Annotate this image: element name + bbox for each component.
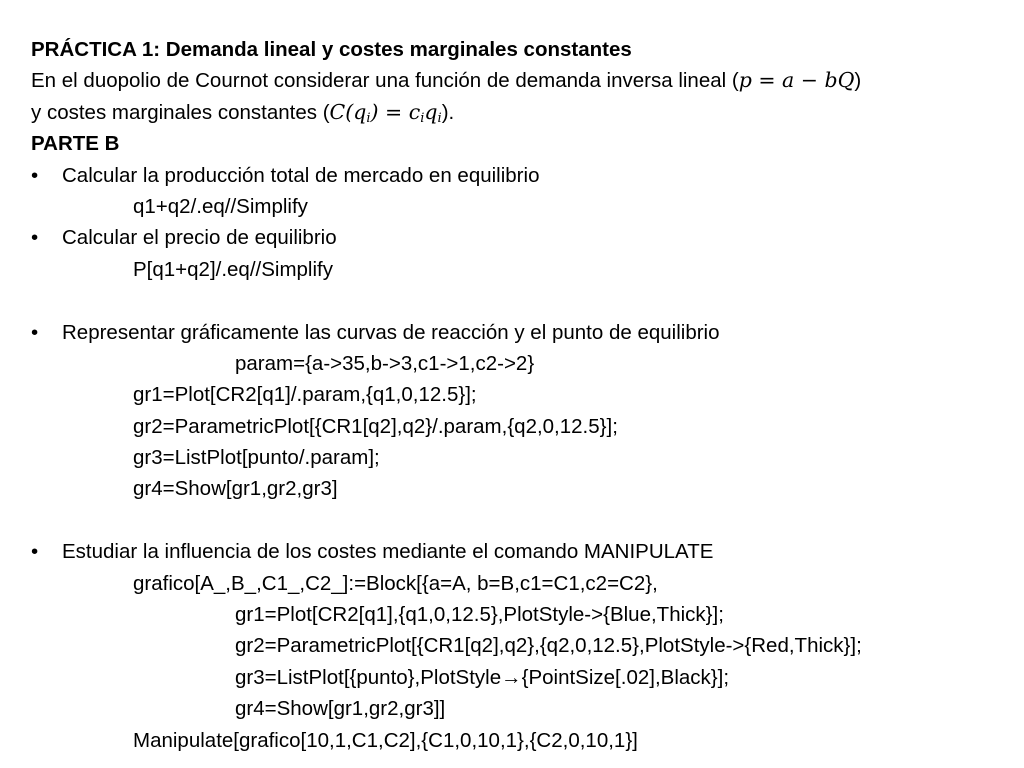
bullet-icon: • (31, 163, 39, 187)
cost-formula-q: q (424, 99, 438, 124)
bullet-item-1 (31, 160, 1024, 191)
code-line: P[q1+q2]/.eq//Simplify (133, 257, 333, 281)
cost-formula-sub-2: i (420, 110, 425, 126)
block-definition-line: grafico[A_,B_,C1_,C2_]:=Block[{a=A, b=B,c1=C1,c2=C2}, (133, 571, 658, 595)
cost-formula-sub-3: i (437, 110, 442, 126)
bullet-text: Calcular la producción total de mercado en equilibrio (62, 163, 540, 187)
demand-formula: p = a − bQ (738, 68, 855, 93)
intro-paren-close: ) (854, 69, 862, 93)
manipulate-line: Manipulate[grafico[10,1,C1,C2],{C1,0,10,1},{C2,0,10,1}] (133, 728, 638, 752)
code-line: gr1=Plot[CR2[q1],{q1,0,12.5},PlotStyle->{Blue,Thick}]; (235, 603, 724, 627)
bullet-text: Calcular el precio de equilibrio (62, 226, 337, 250)
code-line: gr2=ParametricPlot[{CR1[q2],q2},{q2,0,12.5},PlotStyle->{Red,Thick}]; (235, 634, 862, 658)
cost-formula-sub-1: i (366, 110, 371, 126)
bullet-icon: • (31, 226, 39, 250)
bullet-item-3 (31, 317, 1024, 348)
code-line: gr4=Show[gr1,gr2,gr3]] (235, 697, 446, 721)
spacer (31, 285, 1024, 316)
cost-formula (330, 100, 442, 124)
intro-text-2: y costes marginales constantes ( (31, 100, 330, 124)
code-line: gr2=ParametricPlot[{CR1[q2],q2}/.param,{q2,0,12.5}]; (133, 414, 618, 438)
bullet-text: Representar gráficamente las curvas de reacción y el punto de equilibrio (62, 320, 720, 344)
bullet-icon: • (31, 540, 39, 564)
slide-title: PRÁCTICA 1: Demanda lineal y costes marginales constantes (31, 38, 632, 61)
param-line: param={a->35,b->3,c1->1,c2->2} (235, 351, 535, 375)
cost-formula-mid: ) = c (370, 99, 421, 124)
spacer (31, 505, 1024, 536)
code-line: gr3=ListPlot[{punto},PlotStyle→{PointSize[.02],Black}]; (235, 665, 730, 689)
cost-formula-c: C(q (329, 99, 367, 124)
bullet-text: Estudiar la influencia de los costes mediante el comando MANIPULATE (62, 540, 714, 564)
bullet-item-2 (31, 222, 1024, 253)
code-line: gr3=ListPlot[punto/.param]; (133, 446, 380, 470)
bullet-item-4 (31, 536, 1024, 567)
code-line: gr4=Show[gr1,gr2,gr3] (133, 477, 338, 501)
part-label: PARTE B (31, 132, 120, 156)
intro-line-2 (31, 97, 1024, 128)
bullet-icon: • (31, 320, 39, 344)
intro-text-1: En el duopolio de Cournot considerar una función de demanda inversa lineal ( (31, 69, 739, 93)
intro-end: ). (441, 100, 455, 124)
intro-line-1 (31, 65, 1024, 96)
code-line: q1+q2/.eq//Simplify (133, 194, 308, 218)
code-line: gr1=Plot[CR2[q1]/.param,{q1,0,12.5}]; (133, 383, 477, 407)
